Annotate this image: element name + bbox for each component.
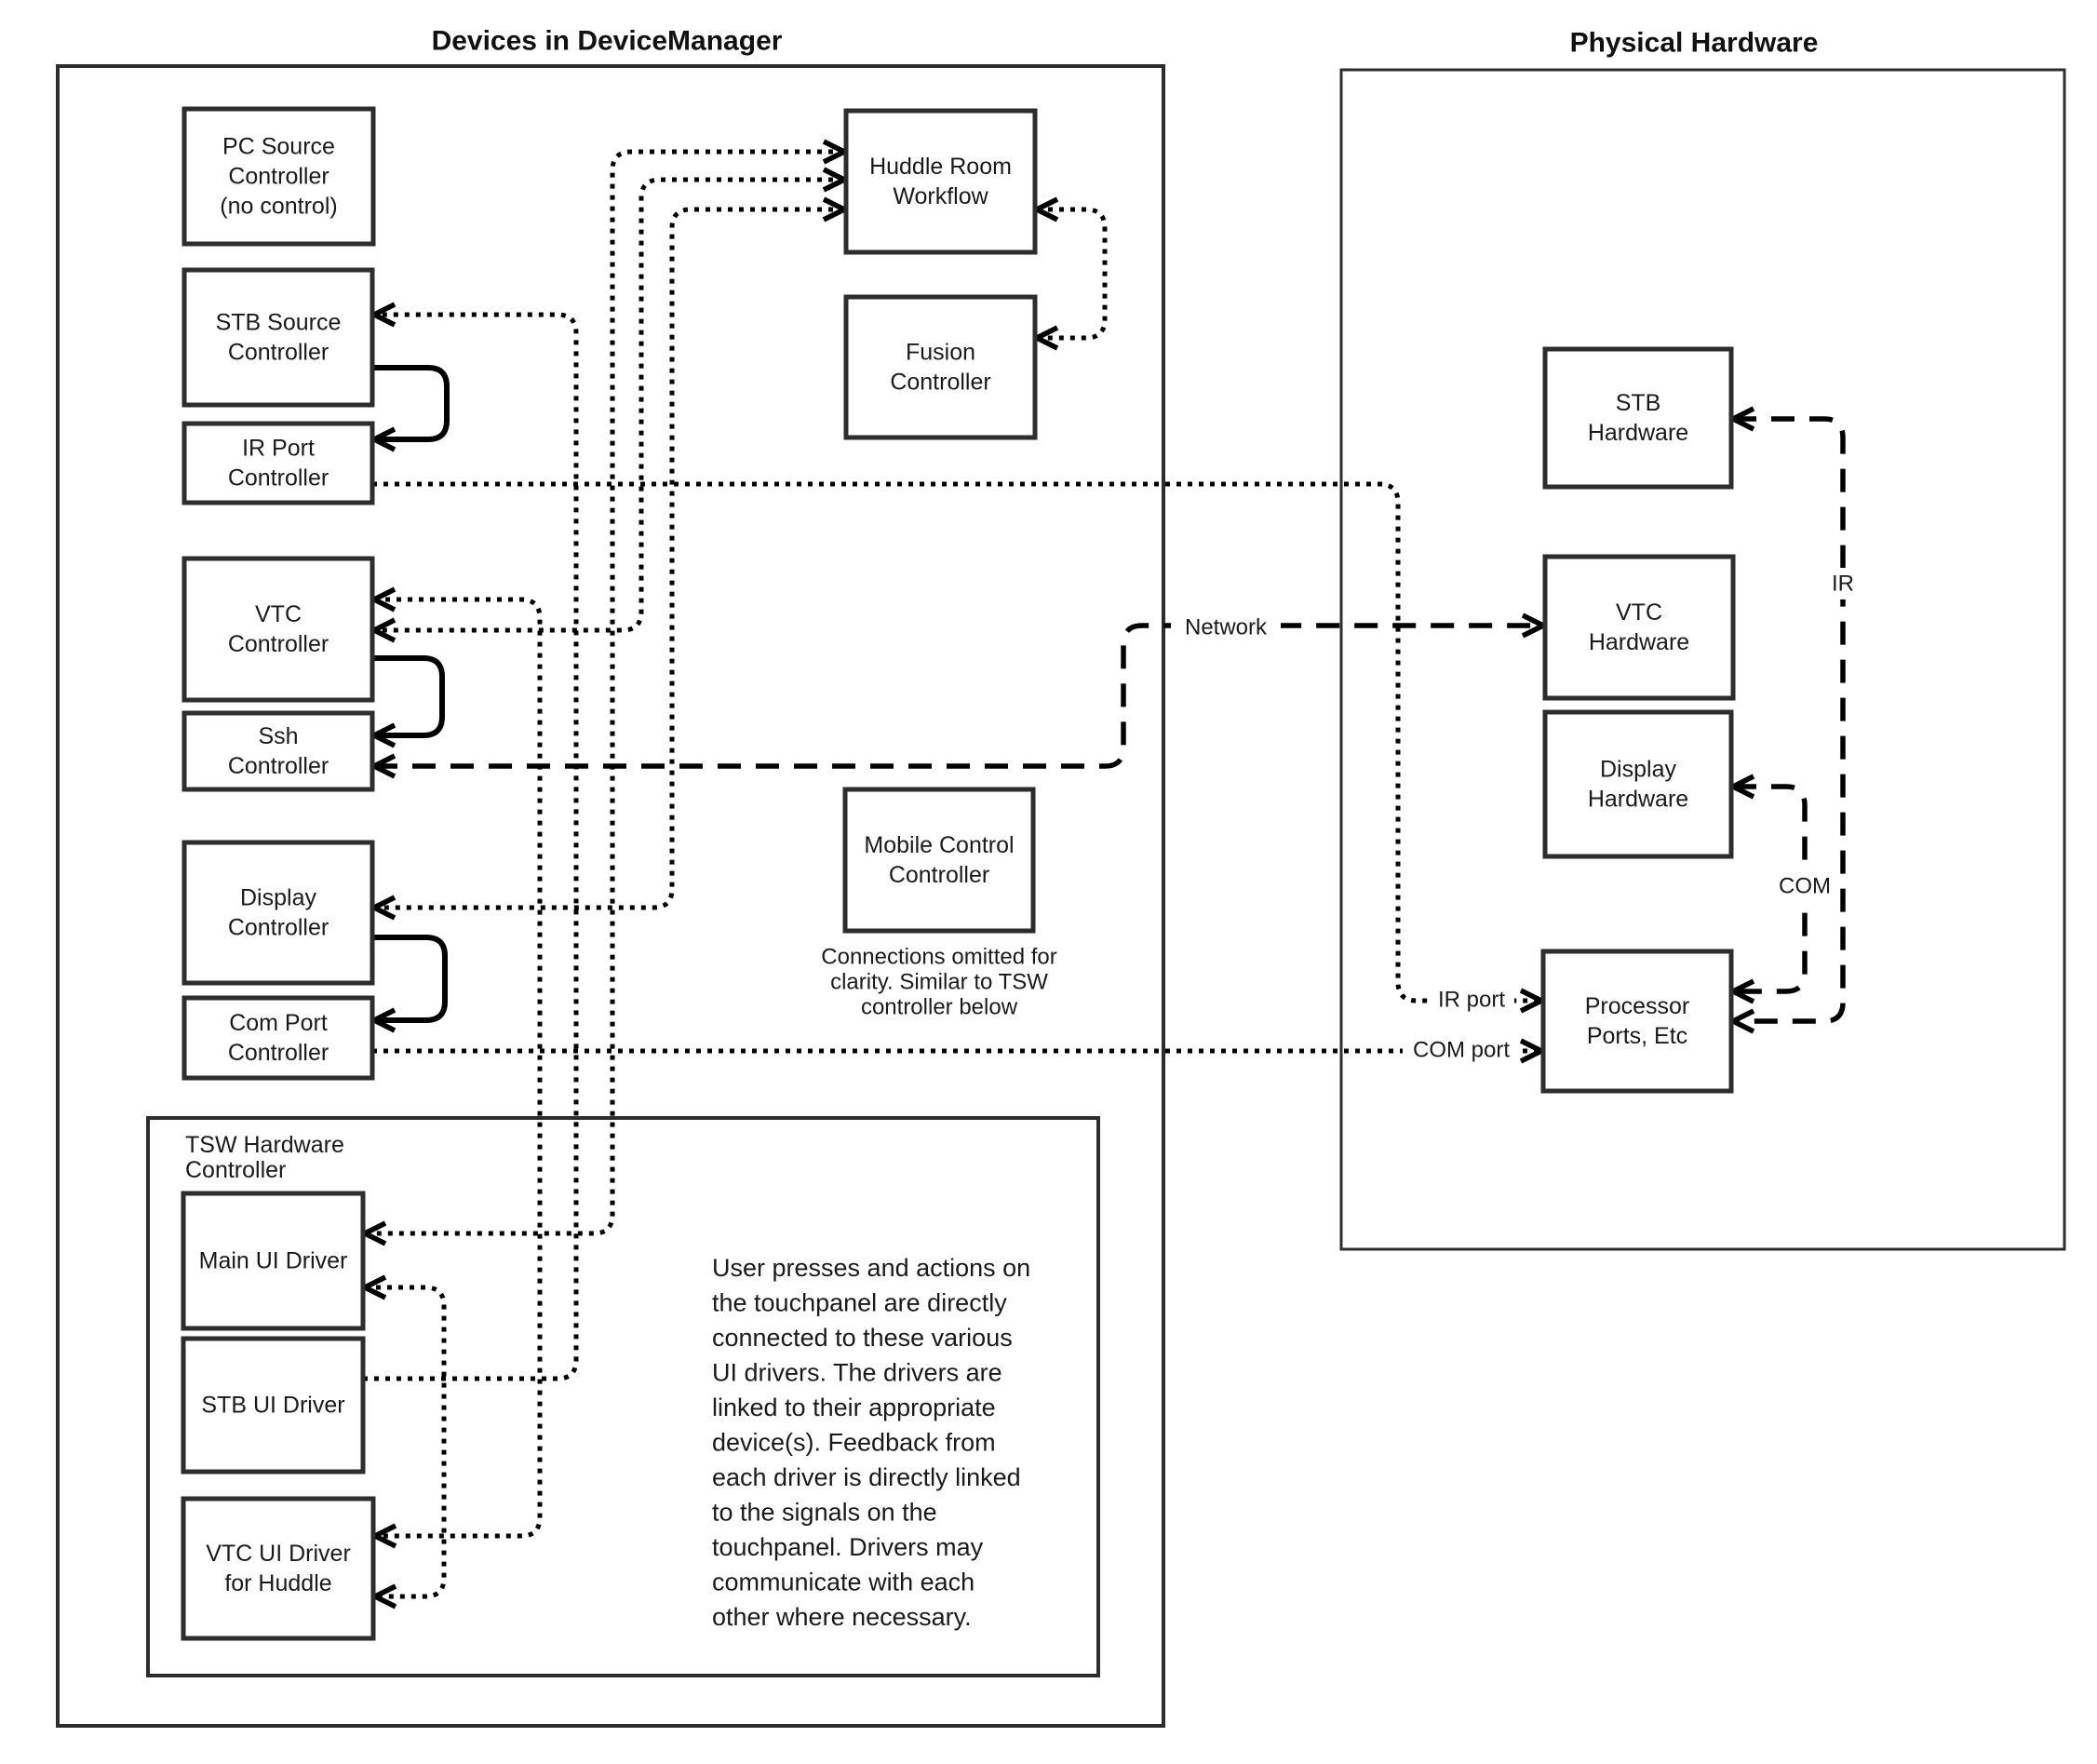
vtc-controller xyxy=(184,559,372,700)
pc-source-controller-label: Controller xyxy=(228,163,329,190)
fusion-controller-label: Controller xyxy=(890,369,991,396)
stb-hardware-label: STB xyxy=(1615,390,1661,416)
com-port-controller-label: Controller xyxy=(227,1040,329,1066)
tsw-note-line: connected to these various xyxy=(712,1324,1013,1352)
tsw-note-line: communicate with each xyxy=(712,1568,975,1596)
tsw-box-label-line: TSW Hardware xyxy=(185,1132,344,1158)
physical-hardware-title: Physical Hardware xyxy=(1569,27,1819,59)
display-controller-rect xyxy=(184,842,372,983)
stb-source-controller xyxy=(184,270,372,405)
vtc-ui-driver-label: VTC UI Driver xyxy=(206,1541,351,1567)
tsw-note-line: linked to their appropriate xyxy=(712,1394,996,1421)
stb-hardware-rect xyxy=(1545,349,1731,487)
ssh-controller-label: Ssh xyxy=(258,723,299,749)
ir-port-controller-label: Controller xyxy=(227,465,329,491)
ssh-controller-label: Controller xyxy=(227,753,329,779)
tsw-note-line: device(s). Feedback from xyxy=(712,1428,996,1457)
devicemanager-title: Devices in DeviceManager xyxy=(431,25,783,57)
vtc-hardware-label: VTC xyxy=(1616,599,1662,626)
processor-ports xyxy=(1543,951,1731,1091)
com-label: COM xyxy=(1779,873,1831,899)
display-hardware-rect xyxy=(1545,712,1731,856)
tsw-box-label-line: Controller xyxy=(185,1157,287,1183)
mobile-control-controller-label: Mobile Control xyxy=(864,832,1015,858)
vtc-hardware-label: Hardware xyxy=(1588,629,1690,655)
vtc-hardware xyxy=(1545,557,1733,698)
processor-ports-label: Ports, Etc xyxy=(1586,1023,1688,1049)
pc-source-controller xyxy=(184,109,373,244)
stb-source-controller-label: STB Source xyxy=(215,309,342,336)
fusion-controller-label: Fusion xyxy=(905,339,976,366)
vtc-ui-driver-label: for Huddle xyxy=(224,1570,332,1596)
ir-port-controller xyxy=(184,424,372,503)
stb-hardware-label: Hardware xyxy=(1587,420,1689,446)
stb-ui-driver xyxy=(183,1339,363,1472)
com-port-label: COM port xyxy=(1412,1037,1511,1063)
main-ui-driver-label: Main UI Driver xyxy=(198,1247,348,1274)
stb-source-controller-rect xyxy=(184,270,372,405)
com-port-controller xyxy=(184,998,372,1078)
mobile-control-controller-rect xyxy=(845,789,1033,931)
tsw-note-line: to the signals on the xyxy=(712,1498,937,1527)
vtc-ui-driver-rect xyxy=(183,1499,373,1638)
tsw-note-line: touchpanel. Drivers may xyxy=(712,1533,984,1561)
tsw-note-line: UI drivers. The drivers are xyxy=(712,1358,1002,1387)
display-controller xyxy=(184,842,372,983)
fusion-controller-rect xyxy=(846,297,1035,438)
display-hardware-label: Display xyxy=(1600,756,1676,783)
mobile-note-line: clarity. Similar to TSW xyxy=(830,969,1048,995)
vtc-controller-label: Controller xyxy=(227,631,329,657)
stb-source-controller-label: Controller xyxy=(227,339,329,366)
huddle-room-workflow-label: Huddle Room xyxy=(869,154,1012,180)
vtc-hardware-rect xyxy=(1545,557,1733,698)
ir-port-label: IR port xyxy=(1437,987,1506,1013)
com-port-controller-label: Com Port xyxy=(229,1010,328,1036)
pc-source-controller-label: (no control) xyxy=(220,193,338,220)
vtc-ui-driver xyxy=(183,1499,373,1638)
tsw-note-line: User presses and actions on xyxy=(712,1254,1031,1282)
main-ui-driver xyxy=(183,1193,363,1328)
display-hardware xyxy=(1545,712,1731,856)
tsw-note-line: each driver is directly linked xyxy=(712,1463,1021,1491)
ssh-controller xyxy=(184,713,372,789)
network-label: Network xyxy=(1184,614,1268,640)
mobile-note-line: Connections omitted for xyxy=(821,944,1057,970)
huddle-room-workflow-rect xyxy=(846,111,1035,252)
vtc-controller-rect xyxy=(184,559,372,700)
ir-label: IR xyxy=(1832,571,1854,597)
huddle-room-workflow xyxy=(846,111,1035,252)
mobile-note-line: controller below xyxy=(860,994,1018,1020)
stb-hardware xyxy=(1545,349,1731,487)
pc-source-controller-label: PC Source xyxy=(222,133,335,160)
display-controller-label: Controller xyxy=(227,914,329,941)
tsw-note-line: the touchpanel are directly xyxy=(712,1288,1007,1317)
display-controller-label: Display xyxy=(240,884,316,911)
fusion-controller xyxy=(846,297,1035,438)
ir-port-controller-label: IR Port xyxy=(242,435,315,462)
mobile-control-controller-label: Controller xyxy=(888,862,990,888)
display-hardware-label: Hardware xyxy=(1587,786,1689,813)
mobile-control-controller xyxy=(845,789,1033,931)
vtc-controller-label: VTC xyxy=(255,601,302,627)
processor-ports-label: Processor xyxy=(1584,993,1690,1019)
stb-ui-driver-label: STB UI Driver xyxy=(201,1392,345,1419)
tsw-note-line: other where necessary. xyxy=(712,1603,972,1631)
huddle-room-workflow-label: Workflow xyxy=(893,183,988,209)
processor-ports-rect xyxy=(1543,951,1731,1091)
